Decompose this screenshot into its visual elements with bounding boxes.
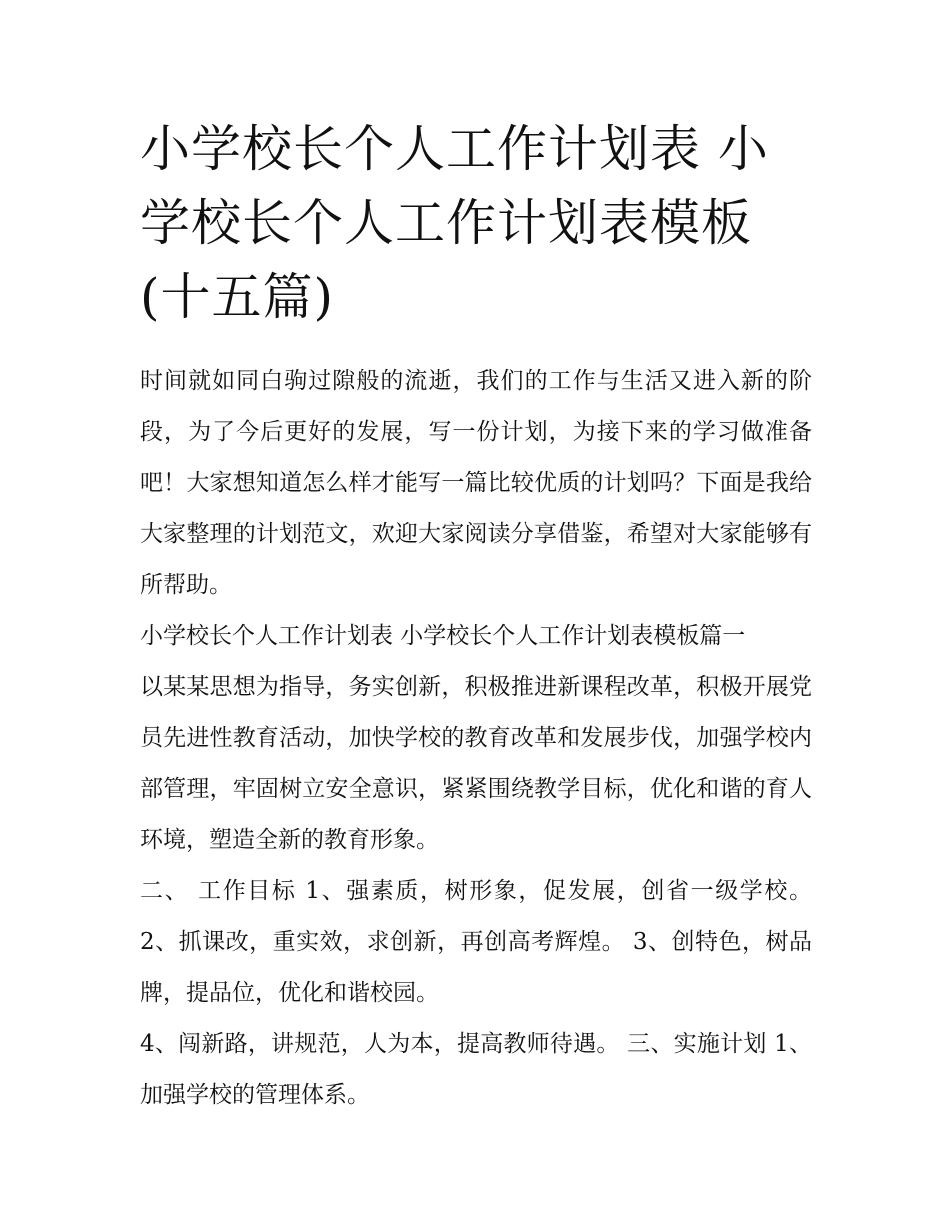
intro-paragraph: 时间就如同白驹过隙般的流逝，我们的工作与生活又进入新的阶段，为了今后更好的发展，写一份计划，为接下来的学习做准备吧！大家想知道怎么样才能写一篇比较优质的计划吗？下面是我给大家整理的计划范文，欢迎大家阅读分享借鉴，希望对大家能够有所帮助。 bbox=[140, 368, 812, 598]
section-heading-paragraph: 小学校长个人工作计划表 小学校长个人工作计划表模板篇一 bbox=[140, 623, 746, 649]
guiding-principle-paragraph: 以某某思想为指导，务实创新，积极推进新课程改革，积极开展党员先进性教育活动，加快学校的教育改革和发展步伐，加强学校内部管理，牢固树立安全意识，紧紧围绕教学目标，优化和谐的育人环境，塑造全新的教育形象。 bbox=[140, 674, 812, 853]
implementation-plan-paragraph: 4、闯新路，讲规范，人为本，提高教师待遇。 三、实施计划 1、加强学校的管理体系。 bbox=[140, 1031, 812, 1108]
work-goals-paragraph: 二、 工作目标 1、强素质，树形象，促发展，创省一级学校。 2、抓课改，重实效，求创新，再创高考辉煌。 3、创特色，树品牌，提品位，优化和谐校园。 bbox=[140, 878, 812, 1006]
document-title: 小学校长个人工作计划表 小学校长个人工作计划表模板(十五篇) bbox=[140, 120, 769, 326]
document-content bbox=[140, 112, 812, 1121]
